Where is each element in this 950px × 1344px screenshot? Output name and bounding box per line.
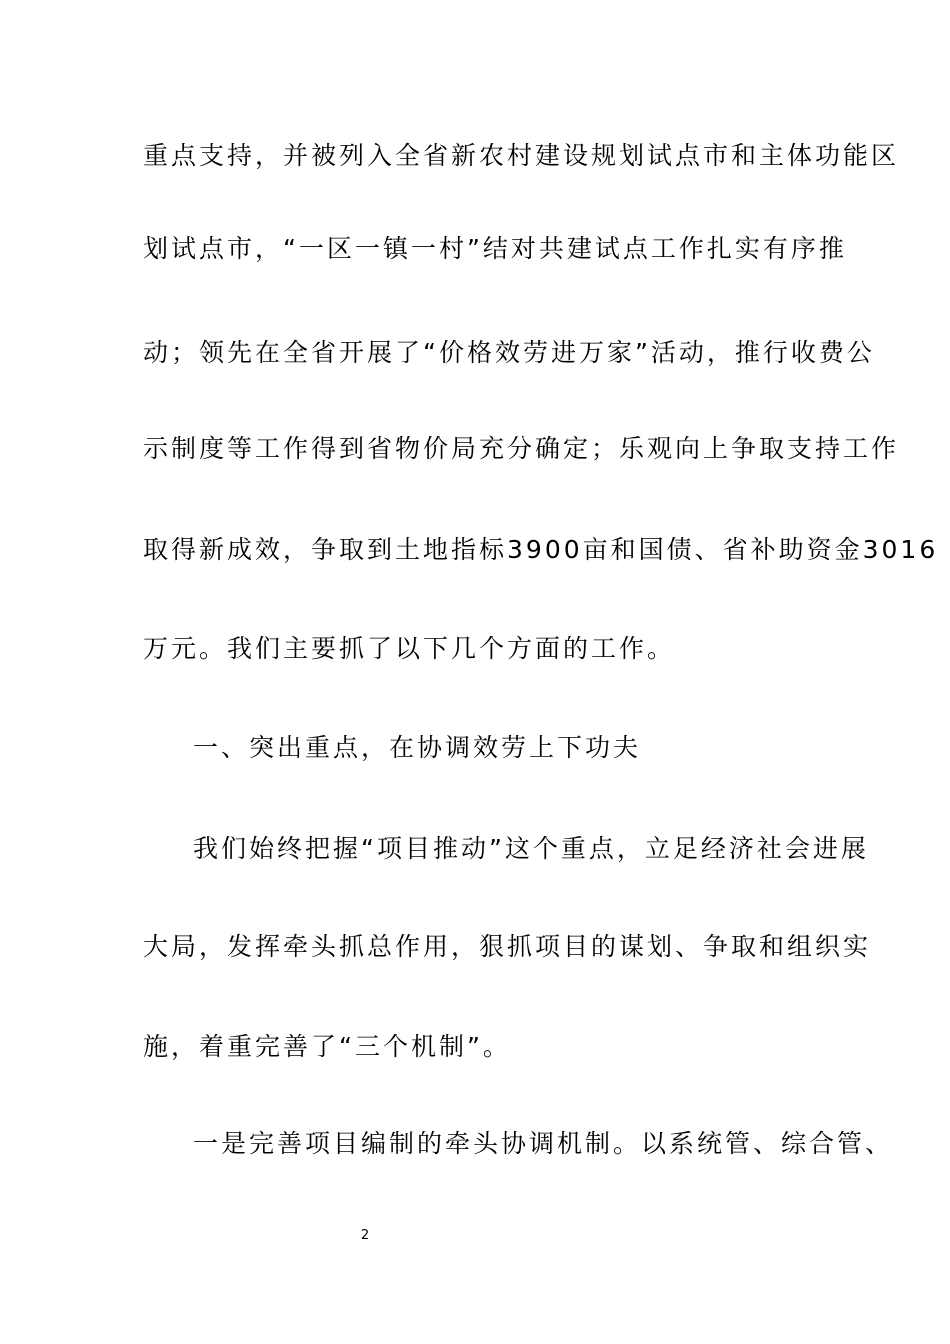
text-line-4: 示制度等工作得到省物价局充分确定；乐观向上争取支持工作	[143, 434, 900, 463]
text-line-10: 施，着重完善了“三个机制”。	[143, 1032, 511, 1061]
text-line-3: 动；领先在全省开展了“价格效劳进万家”活动，推行收费公	[143, 338, 875, 367]
text-line-1: 重点支持，并被列入全省新农村建设规划试点市和主体功能区	[143, 141, 900, 170]
text-line-8: 我们始终把握“项目推动”这个重点，立足经济社会进展	[193, 834, 869, 863]
text-line-9: 大局，发挥牵头抓总作用，狠抓项目的谋划、争取和组织实	[143, 932, 872, 961]
section-heading: 一、突出重点，在协调效劳上下功夫	[193, 733, 642, 762]
text-line-6: 万元。我们主要抓了以下几个方面的工作。	[143, 634, 676, 663]
text-line-2: 划试点市，“一区一镇一村”结对共建试点工作扎实有序推	[143, 234, 847, 263]
page-number: 2	[360, 1228, 370, 1243]
text-line-11: 一是完善项目编制的牵头协调机制。以系统管、综合管、	[193, 1129, 894, 1158]
text-line-5: 取得新成效，争取到土地指标3900亩和国债、省补助资金3016	[143, 535, 939, 564]
